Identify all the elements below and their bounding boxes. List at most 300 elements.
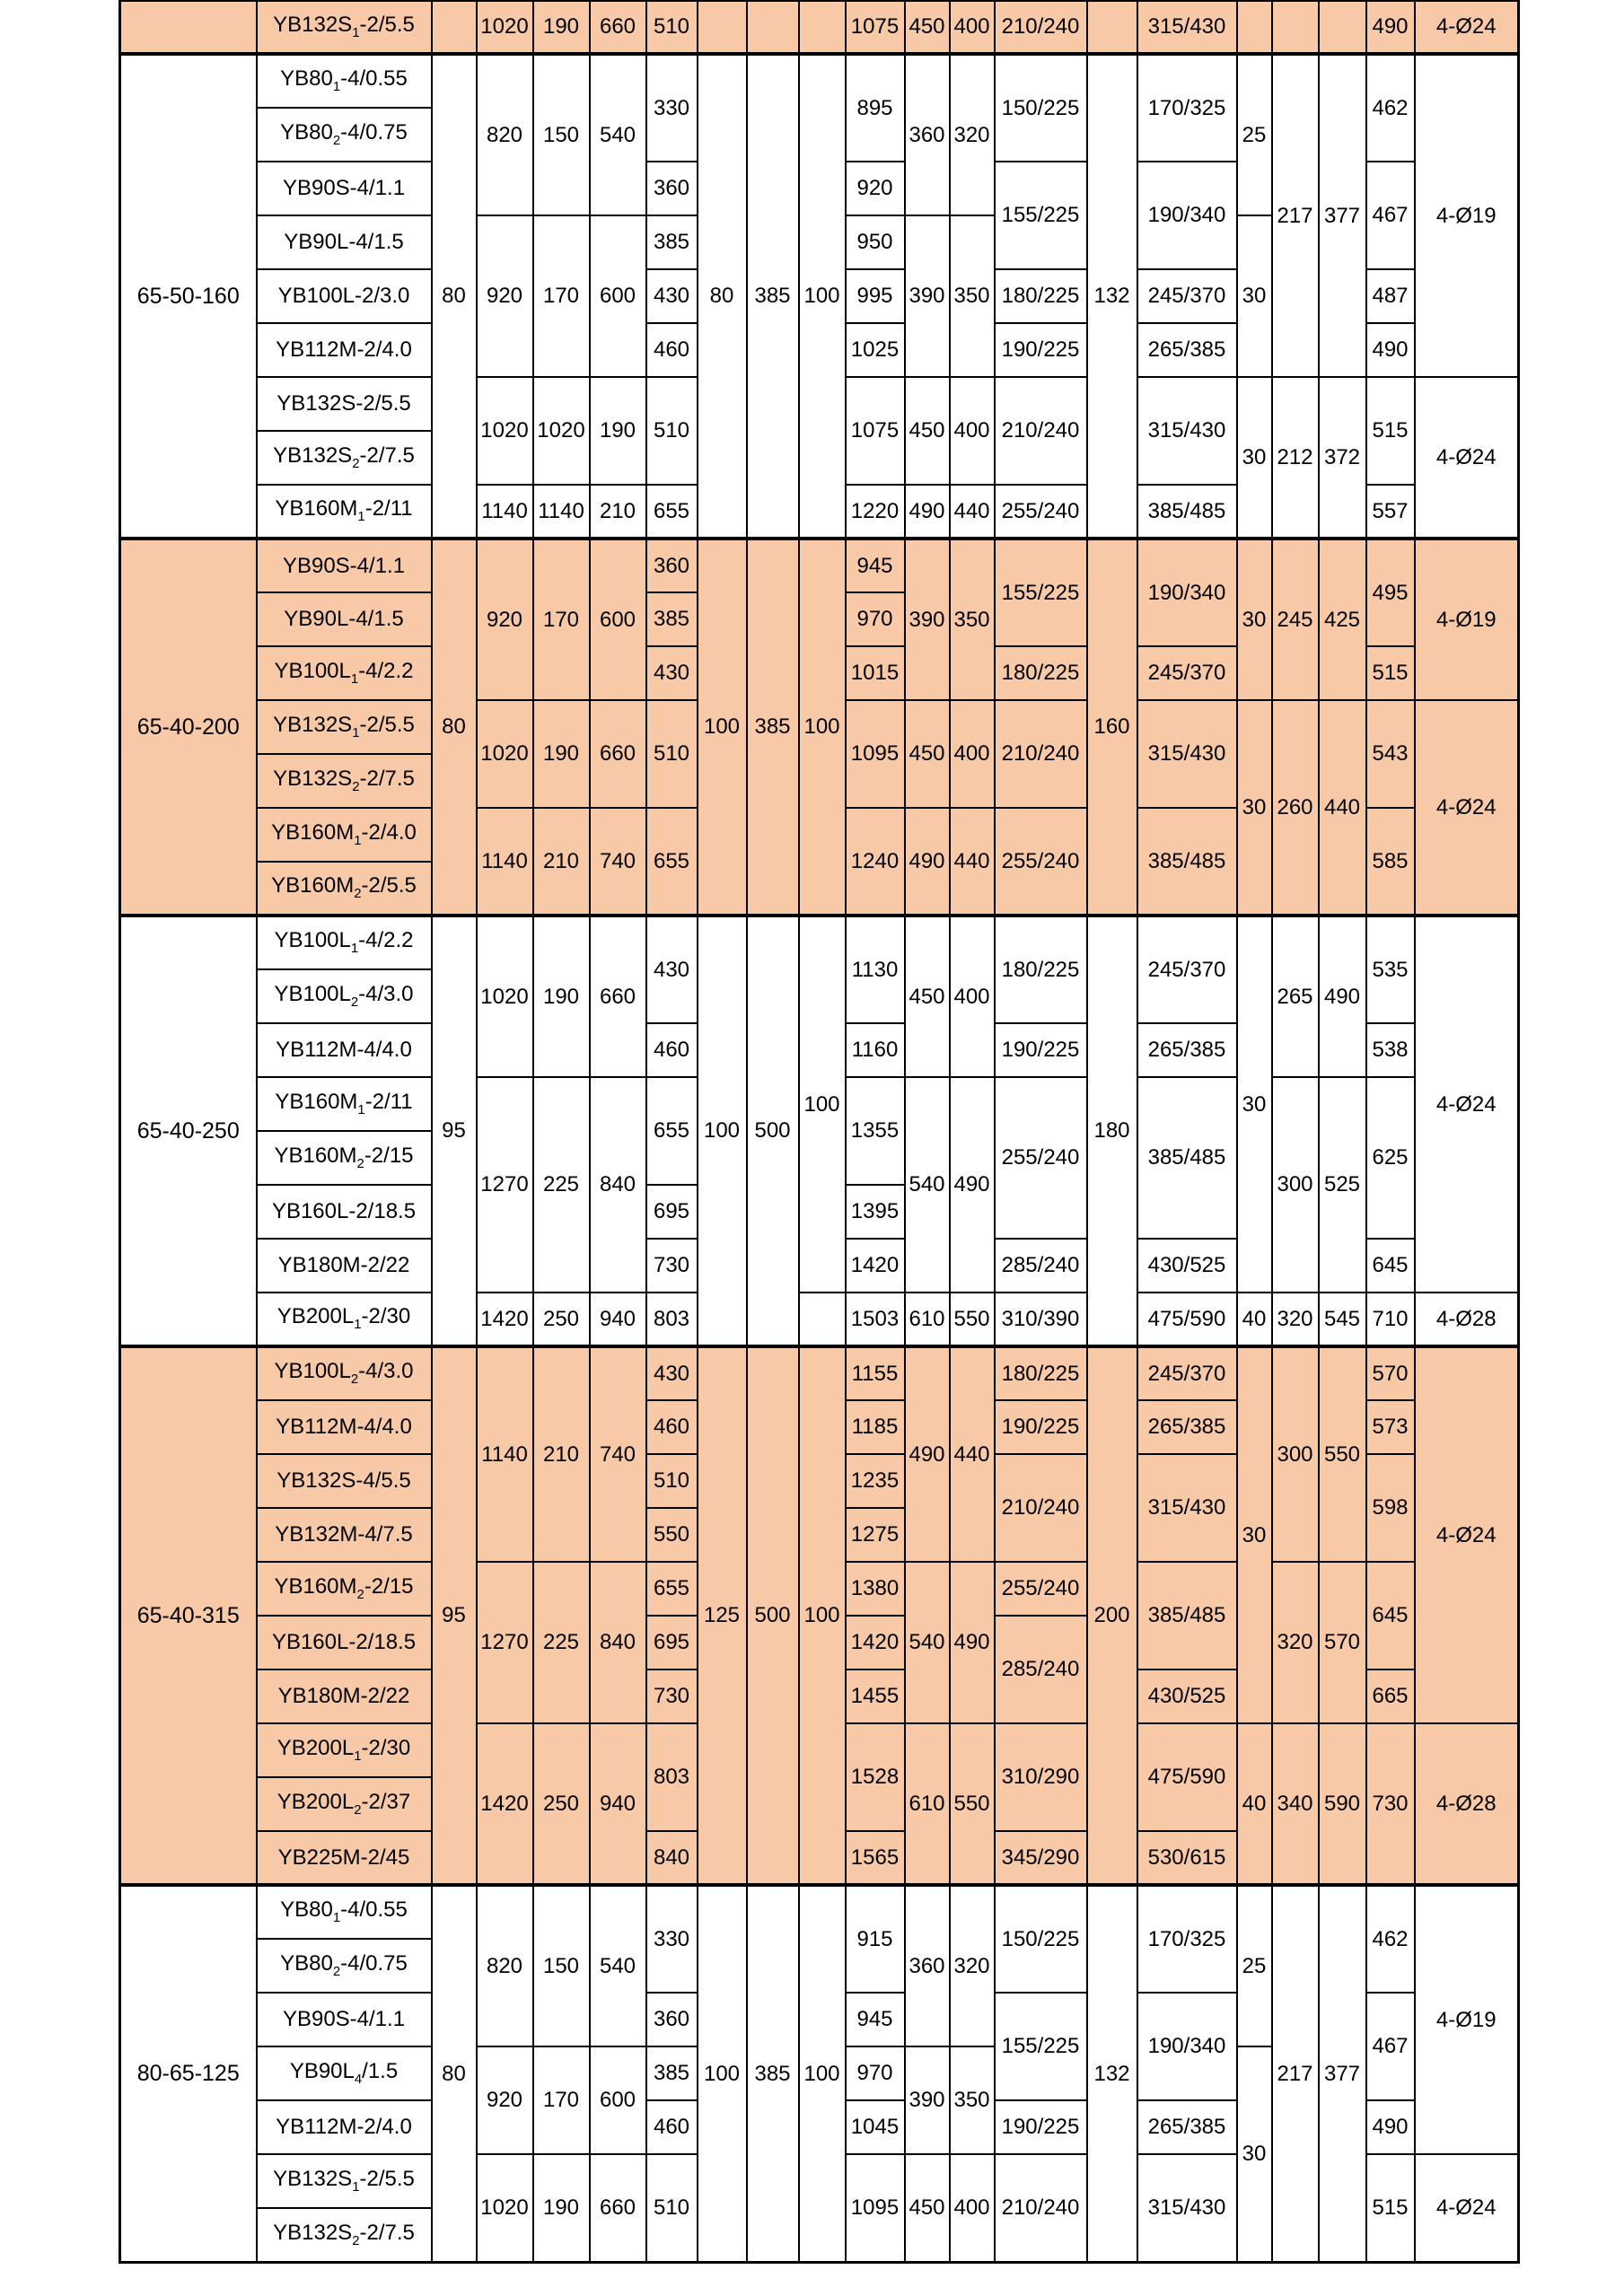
dim-cell-E: 510 <box>646 1454 698 1508</box>
dim-cell-E: 803 <box>646 1723 698 1831</box>
dim-cell-I: 970 <box>846 592 905 646</box>
dim-cell-F: 100 <box>698 539 747 916</box>
dim-cell-O: 30 <box>1237 916 1272 1293</box>
dim-cell-E: 730 <box>646 1239 698 1293</box>
dim-cell-E: 430 <box>646 1346 698 1400</box>
motor-model-cell: YB90S-4/1.1 <box>257 162 432 215</box>
dim-cell-E: 430 <box>646 269 698 323</box>
motor-model-cell: $YB200L_2-2/37$ <box>257 1777 432 1831</box>
dim-cell-L: 155/225 <box>995 539 1087 646</box>
dim-cell-D: 660 <box>590 916 646 1077</box>
dim-cell-G: 385 <box>747 54 799 539</box>
dim-cell-P: 217 <box>1272 1885 1319 2262</box>
dim-cell-K: 350 <box>950 215 995 377</box>
dim-cell-I: 895 <box>846 54 905 162</box>
dim-cell-P: 300 <box>1272 1346 1319 1562</box>
dim-cell-E: 360 <box>646 539 698 592</box>
dim-cell-D: 840 <box>590 1077 646 1293</box>
motor-model-cell: YB180M-2/22 <box>257 1669 432 1723</box>
dim-cell-N: 315/430 <box>1137 700 1237 808</box>
motor-model-cell: YB112M-4/4.0 <box>257 1023 432 1077</box>
dim-cell-J: 450 <box>905 377 950 485</box>
subscript: 2 <box>332 1964 341 1979</box>
pump-dimension-table-wrap <box>119 0 1520 2264</box>
dim-cell-J: 390 <box>905 539 950 700</box>
dim-cell-N: 385/485 <box>1137 1562 1237 1669</box>
subscript: 1 <box>332 1911 341 1926</box>
dim-cell-I: 1275 <box>846 1508 905 1562</box>
dim-cell-N: 385/485 <box>1137 1077 1237 1239</box>
dim-cell-R: 490 <box>1366 1 1415 54</box>
dim-cell-N: 190/340 <box>1137 1993 1237 2100</box>
dim-cell-D: 600 <box>590 215 646 377</box>
dim-cell-C: 1140 <box>533 485 590 539</box>
dim-cell-Q <box>1319 1 1366 54</box>
dim-cell-F: 125 <box>698 1346 747 1885</box>
dim-cell-C: 210 <box>533 808 590 916</box>
motor-model-cell: YB160L-2/18.5 <box>257 1616 432 1669</box>
dim-cell-E: 655 <box>646 1562 698 1616</box>
motor-model-cell: $YB100L_1-4/2.2$ <box>257 916 432 969</box>
dim-cell-J: 390 <box>905 215 950 377</box>
dim-cell-B: 920 <box>477 215 533 377</box>
dim-cell-L: 210/240 <box>995 1 1087 54</box>
dim-cell-N: 430/525 <box>1137 1239 1237 1293</box>
dim-cell-E: 385 <box>646 2046 698 2100</box>
motor-model-cell: YB112M-4/4.0 <box>257 1400 432 1454</box>
motor-model-cell: YB90S-4/1.1 <box>257 1993 432 2046</box>
dim-cell-R: 487 <box>1366 269 1415 323</box>
dim-cell-L: 310/390 <box>995 1293 1087 1346</box>
dim-cell-M: 200 <box>1087 1346 1137 1885</box>
dim-cell-R: 645 <box>1366 1562 1415 1669</box>
dim-cell-D: 660 <box>590 1 646 54</box>
dim-cell-A: 95 <box>432 916 477 1346</box>
dim-cell-N: 265/385 <box>1137 1400 1237 1454</box>
dim-cell-J: 450 <box>905 916 950 1077</box>
dim-cell-S: 4-Ø24 <box>1415 1 1519 54</box>
dim-cell-D: 190 <box>590 377 646 485</box>
dim-cell-C: 170 <box>533 539 590 700</box>
dim-cell-O: 30 <box>1237 700 1272 916</box>
subscript: 1 <box>350 942 359 957</box>
dim-cell-E: 510 <box>646 377 698 485</box>
dim-cell-R: 467 <box>1366 162 1415 269</box>
dim-cell-R: 570 <box>1366 1346 1415 1400</box>
dim-cell-I: 1565 <box>846 1831 905 1885</box>
dim-cell-R: 495 <box>1366 539 1415 646</box>
dim-cell-N: 315/430 <box>1137 1454 1237 1562</box>
dim-cell-C: 190 <box>533 1 590 54</box>
dim-cell-L: 180/225 <box>995 916 1087 1023</box>
pump-dimension-table <box>119 0 1520 2264</box>
dim-cell-S: 4-Ø24 <box>1415 377 1519 539</box>
dim-cell-C: 190 <box>533 2154 590 2262</box>
dim-cell-C: 150 <box>533 54 590 215</box>
dim-cell-N: 170/325 <box>1137 1885 1237 1993</box>
subscript: 2 <box>352 456 360 471</box>
dim-cell-I: 1380 <box>846 1562 905 1616</box>
dim-cell-N: 475/590 <box>1137 1723 1237 1831</box>
dim-cell-L: 190/225 <box>995 2100 1087 2154</box>
dim-cell-B: 920 <box>477 2046 533 2154</box>
subscript: 2 <box>332 133 341 148</box>
dim-cell-L: 285/240 <box>995 1616 1087 1723</box>
dim-cell-K: 440 <box>950 808 995 916</box>
dim-cell-D: 840 <box>590 1562 646 1723</box>
dim-cell-C: 190 <box>533 700 590 808</box>
dim-cell-G: 500 <box>747 916 799 1346</box>
dim-cell-M: 132 <box>1087 54 1137 539</box>
dim-cell-A: 80 <box>432 54 477 539</box>
dim-cell-G <box>747 1 799 54</box>
dim-cell-E: 330 <box>646 54 698 162</box>
dim-cell-L: 255/240 <box>995 485 1087 539</box>
motor-model-cell: $YB160M_2-2/15$ <box>257 1562 432 1616</box>
dim-cell-D: 540 <box>590 1885 646 2046</box>
dim-cell-S: 4-Ø24 <box>1415 916 1519 1293</box>
motor-model-cell: $YB160M_1-2/11$ <box>257 485 432 539</box>
motor-model-cell: $YB100L_2-4/3.0$ <box>257 1346 432 1400</box>
dim-cell-R: 538 <box>1366 1023 1415 1077</box>
subscript: 1 <box>352 725 360 741</box>
dim-cell-O: 40 <box>1237 1293 1272 1346</box>
dim-cell-I: 920 <box>846 162 905 215</box>
dim-cell-I: 970 <box>846 2046 905 2100</box>
dim-cell-P: 300 <box>1272 1077 1319 1293</box>
motor-model-cell: YB180M-2/22 <box>257 1239 432 1293</box>
motor-model-cell: YB112M-2/4.0 <box>257 2100 432 2154</box>
dim-cell-G: 385 <box>747 539 799 916</box>
dim-cell-E: 430 <box>646 646 698 700</box>
dim-cell-G: 500 <box>747 1346 799 1885</box>
dim-cell-L: 155/225 <box>995 162 1087 269</box>
dim-cell-P: 217 <box>1272 54 1319 377</box>
dim-cell-M: 132 <box>1087 1885 1137 2262</box>
dim-cell-C: 190 <box>533 916 590 1077</box>
dim-cell-K: 350 <box>950 2046 995 2154</box>
pump-model-cell: 65-40-250 <box>120 916 257 1346</box>
dim-cell-C: 150 <box>533 1885 590 2046</box>
dim-cell-P <box>1272 1 1319 54</box>
dim-cell-E: 655 <box>646 485 698 539</box>
motor-model-cell: $YB132S_2-2/7.5$ <box>257 754 432 808</box>
dim-cell-I: 1240 <box>846 808 905 916</box>
dim-cell-J: 450 <box>905 1 950 54</box>
dim-cell-N: 170/325 <box>1137 54 1237 162</box>
dim-cell-S: 4-Ø19 <box>1415 539 1519 700</box>
dim-cell-I: 1015 <box>846 646 905 700</box>
dim-cell-P: 245 <box>1272 539 1319 700</box>
dim-cell-N: 430/525 <box>1137 1669 1237 1723</box>
dim-cell-L: 210/240 <box>995 377 1087 485</box>
dim-cell-N: 385/485 <box>1137 485 1237 539</box>
dim-cell-E: 695 <box>646 1616 698 1669</box>
dim-cell-P: 320 <box>1272 1293 1319 1346</box>
dim-cell-C: 1020 <box>533 377 590 485</box>
dim-cell-H: 100 <box>799 54 846 539</box>
dim-cell-O <box>1237 1 1272 54</box>
dim-cell-C: 250 <box>533 1293 590 1346</box>
dim-cell-I: 1528 <box>846 1723 905 1831</box>
subscript: 2 <box>350 1372 359 1388</box>
motor-model-cell: $YB160M_2-2/15$ <box>257 1131 432 1185</box>
dim-cell-N: 315/430 <box>1137 2154 1237 2262</box>
dim-cell-B: 820 <box>477 1885 533 2046</box>
motor-model-cell: $YB160M_1-2/11$ <box>257 1077 432 1131</box>
subscript: 1 <box>354 1318 362 1333</box>
dim-cell-Q: 440 <box>1319 700 1366 916</box>
dim-cell-B: 1020 <box>477 2154 533 2262</box>
dim-cell-H <box>799 1293 846 1346</box>
dim-cell-K: 350 <box>950 539 995 700</box>
dim-cell-H <box>799 1 846 54</box>
dim-cell-L: 180/225 <box>995 646 1087 700</box>
dim-cell-I: 1095 <box>846 700 905 808</box>
dim-cell-D: 540 <box>590 54 646 215</box>
dim-cell-Q: 590 <box>1319 1723 1366 1885</box>
dim-cell-L: 255/240 <box>995 1562 1087 1616</box>
dim-cell-R: 515 <box>1366 2154 1415 2262</box>
dim-cell-N: 245/370 <box>1137 916 1237 1023</box>
subscript: 2 <box>354 1802 362 1818</box>
dim-cell-Q: 570 <box>1319 1562 1366 1723</box>
dim-cell-O: 30 <box>1237 215 1272 377</box>
dim-cell-I: 1220 <box>846 485 905 539</box>
motor-model-cell: $YB80_1-4/0.55$ <box>257 54 432 108</box>
dim-cell-N: 385/485 <box>1137 808 1237 916</box>
dim-cell-C: 170 <box>533 2046 590 2154</box>
dim-cell-R: 710 <box>1366 1293 1415 1346</box>
dim-cell-J: 360 <box>905 1885 950 2046</box>
dim-cell-G: 385 <box>747 1885 799 2262</box>
dim-cell-J: 540 <box>905 1077 950 1293</box>
dim-cell-L: 150/225 <box>995 54 1087 162</box>
dim-cell-M <box>1087 1 1137 54</box>
subscript: 1 <box>352 25 360 40</box>
dim-cell-L: 210/240 <box>995 1454 1087 1562</box>
dim-cell-L: 155/225 <box>995 1993 1087 2100</box>
dim-cell-I: 995 <box>846 269 905 323</box>
motor-model-cell: $YB160M_1-2/4.0$ <box>257 808 432 862</box>
dim-cell-P: 265 <box>1272 916 1319 1077</box>
dim-cell-M: 180 <box>1087 916 1137 1346</box>
pump-model-cell <box>120 1 257 54</box>
motor-model-cell: $YB80_2-4/0.75$ <box>257 108 432 162</box>
motor-model-cell: $YB200L_1-2/30$ <box>257 1293 432 1346</box>
dim-cell-N: 245/370 <box>1137 1346 1237 1400</box>
subscript: 1 <box>357 1102 365 1117</box>
dim-cell-F: 100 <box>698 1885 747 2262</box>
dim-cell-K: 400 <box>950 2154 995 2262</box>
dim-cell-O: 30 <box>1237 539 1272 700</box>
dim-cell-B: 1020 <box>477 1 533 54</box>
dim-cell-E: 460 <box>646 323 698 377</box>
dim-cell-I: 1075 <box>846 1 905 54</box>
motor-model-cell: $YB132S_2-2/7.5$ <box>257 431 432 485</box>
motor-model-cell: $YB100L_2-4/3.0$ <box>257 969 432 1023</box>
subscript: 2 <box>356 1587 364 1602</box>
dim-cell-B: 1020 <box>477 916 533 1077</box>
dim-cell-L: 345/290 <box>995 1831 1087 1885</box>
dim-cell-I: 1455 <box>846 1669 905 1723</box>
dim-cell-L: 310/290 <box>995 1723 1087 1831</box>
dim-cell-F: 80 <box>698 54 747 539</box>
dim-cell-R: 730 <box>1366 1723 1415 1885</box>
dim-cell-B: 1270 <box>477 1077 533 1293</box>
dim-cell-Q: 525 <box>1319 1077 1366 1293</box>
dim-cell-Q: 377 <box>1319 1885 1366 2262</box>
dim-cell-L: 210/240 <box>995 700 1087 808</box>
dim-cell-B: 1140 <box>477 485 533 539</box>
dim-cell-I: 950 <box>846 215 905 269</box>
motor-model-cell: YB132S-4/5.5 <box>257 1454 432 1508</box>
dim-cell-R: 462 <box>1366 54 1415 162</box>
motor-model-cell: YB112M-2/4.0 <box>257 323 432 377</box>
subscript: 1 <box>350 671 359 687</box>
dim-cell-K: 490 <box>950 1562 995 1723</box>
dim-cell-A: 80 <box>432 539 477 916</box>
dim-cell-I: 1185 <box>846 1400 905 1454</box>
dim-cell-L: 180/225 <box>995 1346 1087 1400</box>
dim-cell-S: 4-Ø19 <box>1415 1885 1519 2154</box>
dim-cell-I: 1025 <box>846 323 905 377</box>
dim-cell-D: 660 <box>590 700 646 808</box>
dim-cell-I: 1155 <box>846 1346 905 1400</box>
dim-cell-B: 920 <box>477 539 533 700</box>
dim-cell-I: 1130 <box>846 916 905 1023</box>
dim-cell-Q: 490 <box>1319 916 1366 1077</box>
dim-cell-R: 490 <box>1366 323 1415 377</box>
dim-cell-L: 180/225 <box>995 269 1087 323</box>
dim-cell-E: 655 <box>646 808 698 916</box>
dim-cell-I: 915 <box>846 1885 905 1993</box>
dim-cell-P: 260 <box>1272 700 1319 916</box>
dim-cell-A: 80 <box>432 1885 477 2262</box>
dim-cell-R: 515 <box>1366 646 1415 700</box>
motor-model-cell: $YB80_1-4/0.55$ <box>257 1885 432 1939</box>
dim-cell-H: 100 <box>799 916 846 1293</box>
dim-cell-R: 645 <box>1366 1239 1415 1293</box>
dim-cell-K: 320 <box>950 1885 995 2046</box>
motor-model-cell: $YB100L_1-4/2.2$ <box>257 646 432 700</box>
dim-cell-I: 1075 <box>846 377 905 485</box>
motor-model-cell: YB132M-4/7.5 <box>257 1508 432 1562</box>
motor-model-cell: YB160L-2/18.5 <box>257 1185 432 1239</box>
dim-cell-C: 225 <box>533 1077 590 1293</box>
dim-cell-D: 740 <box>590 808 646 916</box>
motor-model-cell: $YB80_2-4/0.75$ <box>257 1939 432 1993</box>
dim-cell-Q: 550 <box>1319 1346 1366 1562</box>
dim-cell-I: 1355 <box>846 1077 905 1185</box>
dim-cell-B: 1270 <box>477 1562 533 1723</box>
dim-cell-D: 210 <box>590 485 646 539</box>
dim-cell-P: 212 <box>1272 377 1319 539</box>
dim-cell-B: 1020 <box>477 377 533 485</box>
dim-cell-Q: 545 <box>1319 1293 1366 1346</box>
dim-cell-L: 190/225 <box>995 1400 1087 1454</box>
dim-cell-I: 1420 <box>846 1616 905 1669</box>
dim-cell-S: 4-Ø28 <box>1415 1723 1519 1885</box>
subscript: 2 <box>354 887 362 902</box>
dim-cell-B: 1140 <box>477 808 533 916</box>
dim-cell-H: 100 <box>799 1885 846 2262</box>
dim-cell-L: 150/225 <box>995 1885 1087 1993</box>
dim-cell-Q: 377 <box>1319 54 1366 377</box>
dim-cell-E: 510 <box>646 1 698 54</box>
dim-cell-L: 210/240 <box>995 2154 1087 2262</box>
dim-cell-K: 440 <box>950 1346 995 1562</box>
dim-cell-B: 1420 <box>477 1293 533 1346</box>
dim-cell-N: 190/340 <box>1137 539 1237 646</box>
motor-model-cell: $YB132S_1-2/5.5$ <box>257 2154 432 2208</box>
dim-cell-O: 25 <box>1237 1885 1272 2046</box>
motor-model-cell: YB90L-4/1.5 <box>257 215 432 269</box>
motor-model-cell: YB90S-4/1.1 <box>257 539 432 592</box>
dim-cell-J: 450 <box>905 700 950 808</box>
dim-cell-K: 550 <box>950 1723 995 1885</box>
dim-cell-I: 1045 <box>846 2100 905 2154</box>
dim-cell-B: 1420 <box>477 1723 533 1885</box>
dim-cell-O: 30 <box>1237 1346 1272 1723</box>
motor-model-cell: $YB160M_2-2/5.5$ <box>257 862 432 916</box>
dim-cell-R: 467 <box>1366 1993 1415 2100</box>
dim-cell-K: 400 <box>950 916 995 1077</box>
dim-cell-E: 695 <box>646 1185 698 1239</box>
dim-cell-R: 598 <box>1366 1454 1415 1562</box>
subscript: 1 <box>352 2179 360 2195</box>
subscript: 2 <box>352 779 360 794</box>
dim-cell-S: 4-Ø28 <box>1415 1293 1519 1346</box>
dim-cell-R: 543 <box>1366 700 1415 808</box>
dim-cell-P: 340 <box>1272 1723 1319 1885</box>
dim-cell-E: 460 <box>646 2100 698 2154</box>
dim-cell-I: 1420 <box>846 1239 905 1293</box>
dim-cell-P: 320 <box>1272 1562 1319 1723</box>
dim-cell-J: 490 <box>905 1346 950 1562</box>
dim-cell-S: 4-Ø24 <box>1415 1346 1519 1723</box>
pump-model-cell: 65-50-160 <box>120 54 257 539</box>
dim-cell-K: 400 <box>950 1 995 54</box>
dim-cell-H: 100 <box>799 1346 846 1885</box>
dim-cell-E: 510 <box>646 2154 698 2262</box>
subscript: 1 <box>354 833 362 848</box>
dim-cell-K: 550 <box>950 1293 995 1346</box>
dim-cell-N: 190/340 <box>1137 162 1237 269</box>
dim-cell-O: 30 <box>1237 2046 1272 2262</box>
dim-cell-K: 440 <box>950 485 995 539</box>
motor-model-cell: $YB90L_4/1.5$ <box>257 2046 432 2100</box>
dim-cell-D: 940 <box>590 1723 646 1885</box>
dim-cell-E: 550 <box>646 1508 698 1562</box>
dim-cell-N: 245/370 <box>1137 646 1237 700</box>
dim-cell-I: 945 <box>846 539 905 592</box>
dim-cell-I: 1095 <box>846 2154 905 2262</box>
dim-cell-I: 1503 <box>846 1293 905 1346</box>
dim-cell-R: 585 <box>1366 808 1415 916</box>
dim-cell-O: 40 <box>1237 1723 1272 1885</box>
dim-cell-O: 25 <box>1237 54 1272 215</box>
pump-model-cell: 65-40-315 <box>120 1346 257 1885</box>
dim-cell-M: 160 <box>1087 539 1137 916</box>
dim-cell-K: 490 <box>950 1077 995 1293</box>
dim-cell-A: 95 <box>432 1346 477 1885</box>
dim-cell-J: 610 <box>905 1723 950 1885</box>
dim-cell-I: 1395 <box>846 1185 905 1239</box>
dim-cell-J: 390 <box>905 2046 950 2154</box>
dim-cell-K: 400 <box>950 377 995 485</box>
dim-cell-A <box>432 1 477 54</box>
